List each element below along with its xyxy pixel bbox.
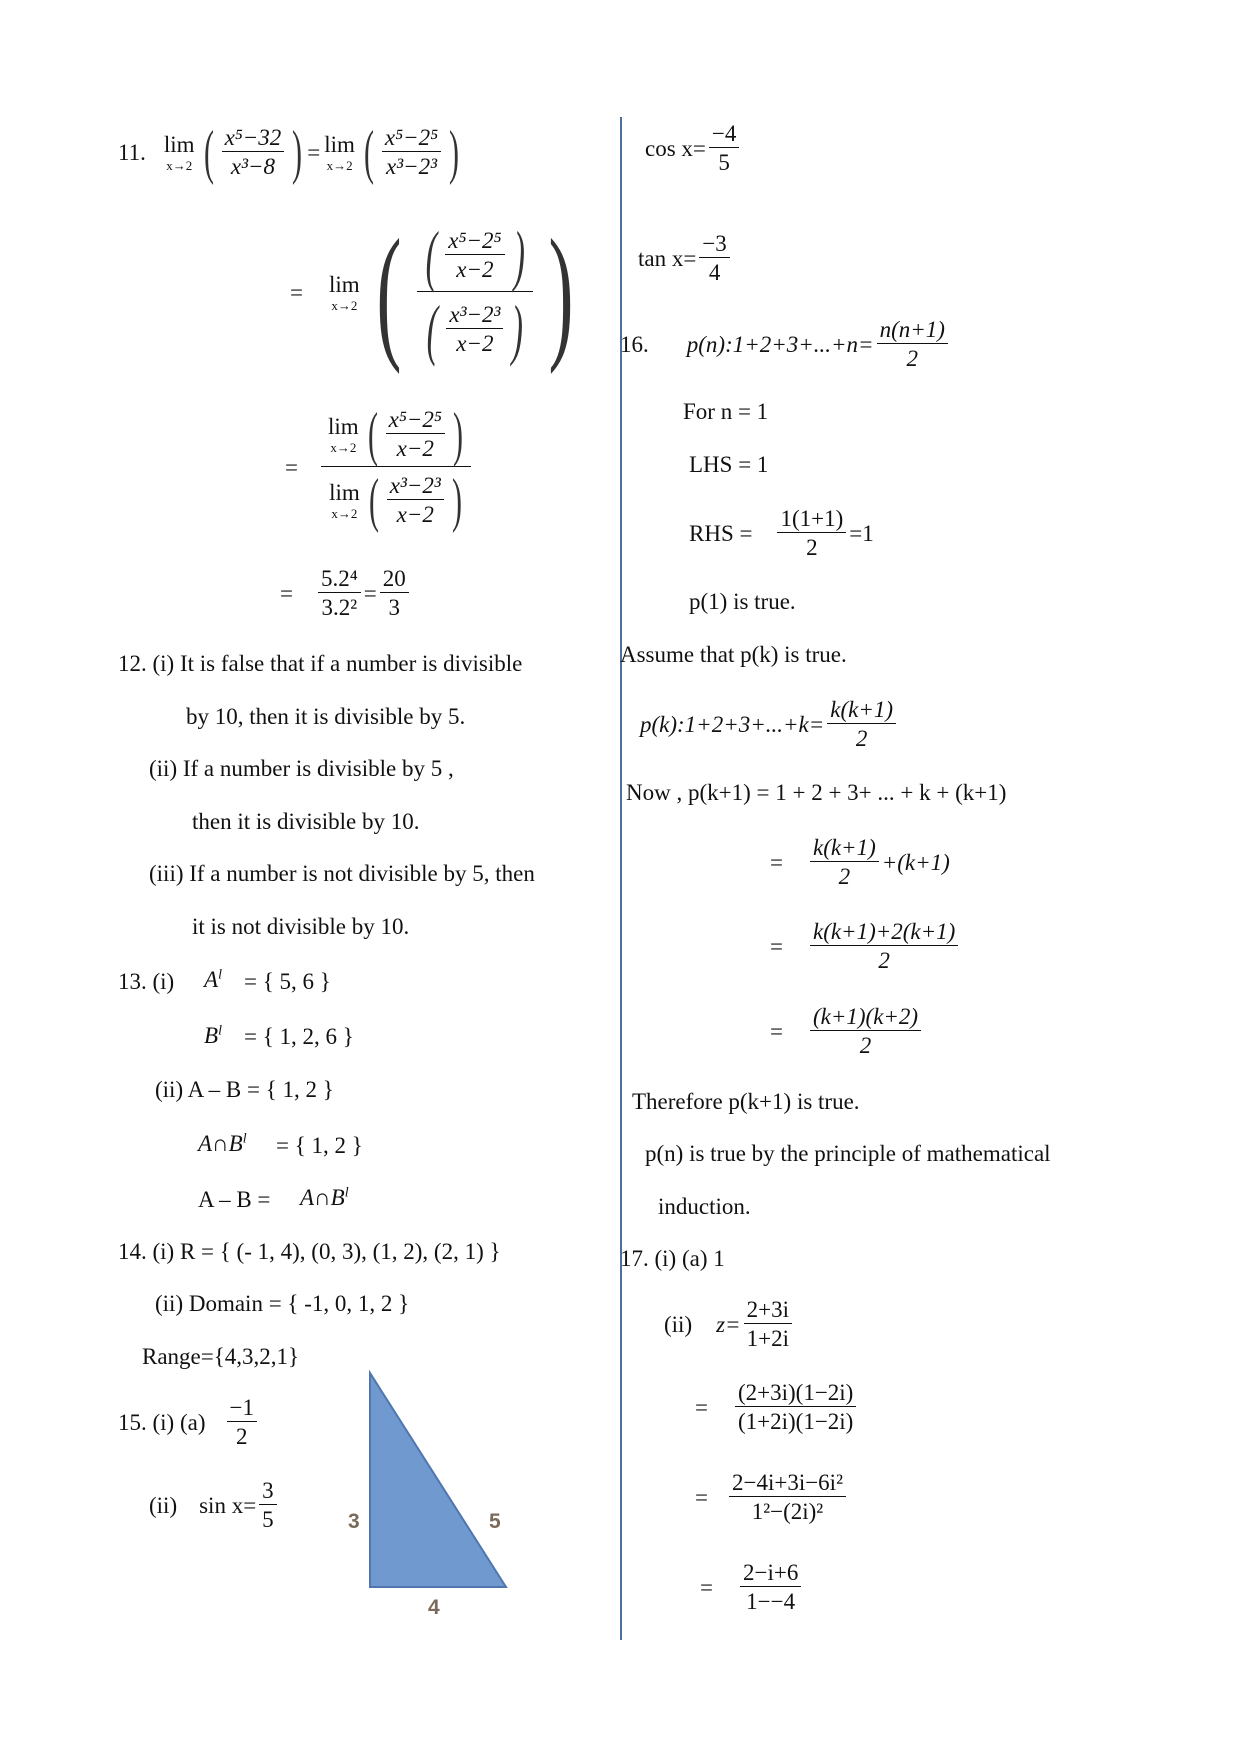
q14-line3: Range={4,3,2,1} xyxy=(142,1344,300,1369)
q13-b-complement: $B^l$ xyxy=(204,1023,222,1048)
fraction: $\frac{-4}{5}$ xyxy=(709,122,739,174)
q13-intersection-value: = { 1, 2 } xyxy=(276,1133,363,1158)
q16-conclusion-line1: p(n) is true by the principle of mathematical xyxy=(645,1141,1051,1166)
q12-line5: (iii) If a number is not divisible by 5, then xyxy=(149,861,535,886)
fraction: $\frac{k(k+1)}{2}$ xyxy=(810,836,879,888)
fraction: $\frac{-1}{2}$ xyxy=(227,1396,257,1448)
triangle-side-hypotenuse: 5 xyxy=(489,1510,501,1533)
q13-b-complement-value: = { 1, 2, 6 } xyxy=(244,1024,354,1049)
limit-operator: lim x→2 xyxy=(328,271,360,313)
q13-a-complement: $A^l$ xyxy=(204,967,222,992)
q16-now: Now , p(k+1) = 1 + 2 + 3+ ... + k + (k+1) xyxy=(626,780,1007,805)
fraction: $\frac{2-i+6}{1--4}$ xyxy=(740,1561,801,1613)
q16-step3: = $\frac{(k+1)(k+2)}{2}$ xyxy=(770,999,924,1063)
q17-step1: = $\frac{(2+3i)(1-2i)}{(1+2i)(1-2i)}$ xyxy=(695,1375,859,1439)
q11-line3: = lim x→2 ( $\frac{\text{x⁵−2⁵}}{x-2}$ ) lim x→2 ( $\frac{\text{x³−2³}}{x-2}$ ) xyxy=(285,392,474,542)
fraction: $\frac{\text{x⁵−32}}{\text{x³−8}}$ xyxy=(222,126,285,178)
fraction: $\frac{k(k+1)}{2}$ xyxy=(827,698,896,750)
triangle-side-bottom: 4 xyxy=(428,1596,440,1619)
fraction: $\frac{\text{5.2⁴}}{\text{3.2²}}$ xyxy=(318,567,361,619)
fraction: $\frac{(2+3i)(1-2i)}{(1+2i)(1-2i)}$ xyxy=(735,1381,856,1433)
right-triangle-diagram xyxy=(330,1365,530,1615)
q13-final-rhs: $A\cap B^l$ xyxy=(300,1185,349,1210)
q12-line1: 12. (i) It is false that if a number is divisible xyxy=(118,651,523,676)
q15-ii: (ii) sin x= $\frac{3}{5}$ xyxy=(149,1475,280,1535)
q16-rhs: RHS = $\frac{1(1+1)}{2}$ =1 xyxy=(689,506,874,560)
fraction: $\frac{\text{2−4i+3i−6i²}}{\text{1²−(2i)²}}$ xyxy=(729,1471,846,1523)
q17-step2: = $\frac{\text{2−4i+3i−6i²}}{\text{1²−(2i)²}}$ xyxy=(695,1465,849,1529)
fraction: $\frac{\text{x⁵−2⁵}}{\text{x³−2³}}$ xyxy=(382,126,441,178)
fraction: $\frac{3}{5}$ xyxy=(259,1479,277,1531)
triangle-shape xyxy=(370,1373,506,1587)
q13-intersection: $A\cap B^l$ xyxy=(198,1131,247,1156)
fraction: $\frac{n(n+1)}{2}$ xyxy=(877,318,948,370)
q16-statement: 16. p(n):1+2+3+...+n= $\frac{n(n+1)}{2}$ xyxy=(620,312,951,376)
q13-final-lhs: A – B = xyxy=(198,1187,271,1212)
q11-number: 11. xyxy=(118,139,146,165)
fraction: $\frac{k(k+1)+2(k+1)}{2}$ xyxy=(810,920,958,972)
q11-line2: = lim x→2 ( ( $\frac{\text{x⁵−2⁵}}{x-2}$ ) ( $\frac{\text{x³−2³}}{x-2}$ ) ) xyxy=(290,209,574,375)
q14-line2: (ii) Domain = { -1, 0, 1, 2 } xyxy=(155,1291,410,1316)
q16-lhs: LHS = 1 xyxy=(689,452,769,477)
q16-step2: = $\frac{k(k+1)+2(k+1)}{2}$ xyxy=(770,914,961,978)
q11-line1: 11. lim x→2 ( $\frac{\text{x⁵−32}}{\text{x³−8}}$ ) = lim x→2 ( $\frac{\text{x⁵−2⁵}}{\text{x³−2³}}$ ) xyxy=(118,119,460,185)
q16-pk: p(k):1+2+3+...+k= $\frac{k(k+1)}{2}$ xyxy=(640,692,899,756)
fraction: $\frac{-3}{4}$ xyxy=(699,232,729,284)
q15-tan: tan x= $\frac{-3}{4}$ xyxy=(638,228,733,288)
limit-operator: lim x→2 xyxy=(163,131,195,173)
q12-line6: it is not divisible by 10. xyxy=(192,914,410,939)
compound-fraction: ( $\frac{\text{x⁵−2⁵}}{x-2}$ ) ( $\frac{\text{x³−2³}}{x-2}$ ) xyxy=(417,221,534,363)
q16-therefore: Therefore p(k+1) is true. xyxy=(632,1089,860,1114)
q16-for-n: For n = 1 xyxy=(683,399,769,424)
q12-line2: by 10, then it is divisible by 5. xyxy=(186,704,466,729)
q17-ii: (ii) z= $\frac{2+3i}{1+2i}$ xyxy=(664,1292,795,1356)
q16-p1-true: p(1) is true. xyxy=(689,589,796,614)
q16-assume: Assume that p(k) is true. xyxy=(620,642,847,667)
q15-ia: 15. (i) (a) $\frac{-1}{2}$ xyxy=(118,1392,260,1452)
limit-operator: lim x→2 xyxy=(324,131,355,173)
limit-ratio: lim x→2 ( $\frac{\text{x⁵−2⁵}}{x-2}$ ) lim x→2 ( $\frac{\text{x³−2³}}{x-2}$ ) xyxy=(321,404,471,530)
q16-conclusion-line2: induction. xyxy=(658,1194,751,1219)
q14-line1: 14. (i) R = { (- 1, 4), (0, 3), (1, 2), (2, 1) } xyxy=(118,1239,501,1264)
fraction: $\frac{20}{3}$ xyxy=(380,567,409,619)
q13-label: 13. (i) xyxy=(118,969,175,994)
q13-a-complement-value: = { 5, 6 } xyxy=(244,969,331,994)
fraction: $\frac{2+3i}{1+2i}$ xyxy=(744,1298,792,1350)
q15-cos: cos x= $\frac{-4}{5}$ xyxy=(645,118,742,178)
q17-ia: 17. (i) (a) 1 xyxy=(620,1246,725,1271)
q17-step3: = $\frac{2-i+6}{1--4}$ xyxy=(700,1555,804,1619)
triangle-side-left: 3 xyxy=(348,1510,360,1533)
q12-line4: then it is divisible by 10. xyxy=(192,809,420,834)
fraction: $\frac{(k+1)(k+2)}{2}$ xyxy=(810,1005,921,1057)
q13-ii-line: (ii) A – B = { 1, 2 } xyxy=(155,1077,334,1102)
q16-step1: = $\frac{k(k+1)}{2}$ +(k+1) xyxy=(770,835,950,889)
fraction: $\frac{1(1+1)}{2}$ xyxy=(777,507,846,559)
q12-line3: (ii) If a number is divisible by 5 , xyxy=(149,756,454,781)
q11-line4: = $\frac{\text{5.2⁴}}{\text{3.2²}}$ = $\frac{20}{3}$ xyxy=(280,560,412,626)
